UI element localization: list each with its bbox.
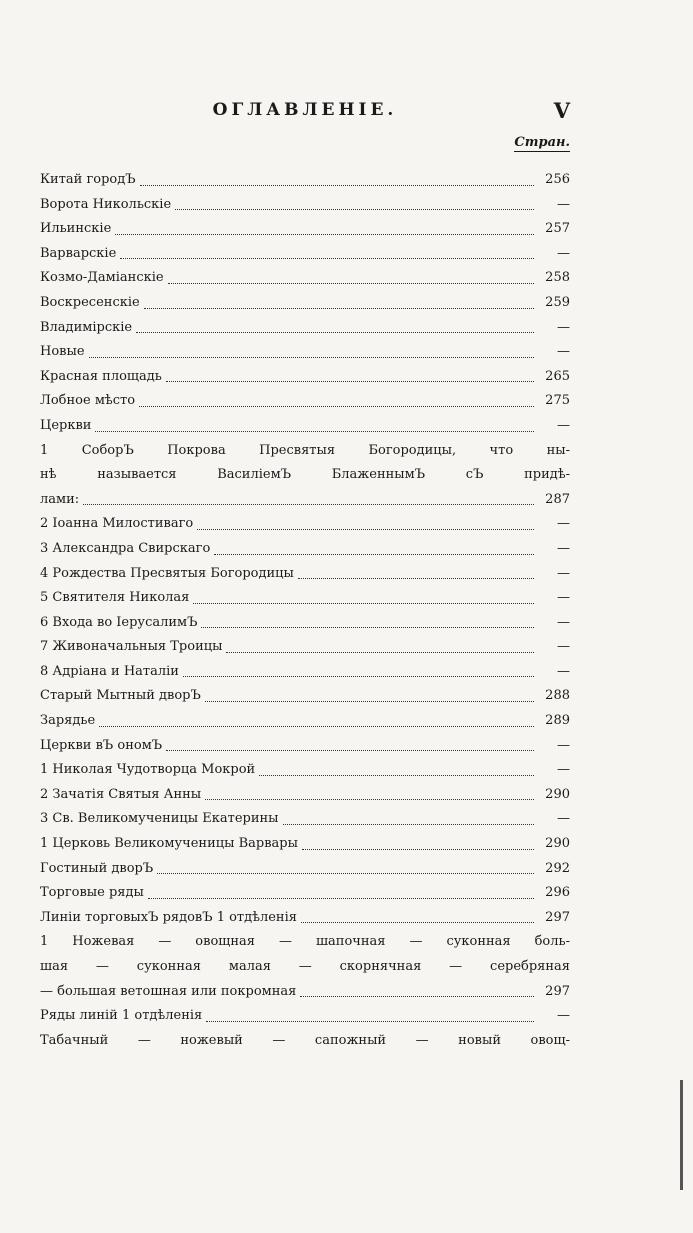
toc-entry-page: 256 xyxy=(545,172,570,187)
toc-entry-page: — xyxy=(557,590,570,606)
toc-entry-page: — xyxy=(557,344,570,360)
toc-entry-page: — xyxy=(557,663,570,679)
table-of-contents xyxy=(40,168,570,1053)
toc-entry-page: 290 xyxy=(545,836,570,852)
dot-leader xyxy=(148,898,534,899)
toc-entry-label: Линіи торговыхЪ рядовЪ 1 отдѣленія xyxy=(40,909,297,925)
toc-entry-label: 1 Церковь Великомученицы Варвары xyxy=(40,836,298,852)
toc-entry-page: 297 xyxy=(545,909,570,925)
toc-entry-label: Старый Мытный дворЪ xyxy=(40,688,201,704)
dot-leader xyxy=(168,283,534,284)
toc-entry-page: — xyxy=(557,811,570,827)
toc-entry xyxy=(40,783,570,808)
toc-entry xyxy=(40,340,570,365)
toc-entry-label: 4 Рождества Пресвятыя Богородицы xyxy=(40,565,294,581)
toc-entry-page: 290 xyxy=(545,786,570,802)
dot-leader xyxy=(157,873,534,874)
toc-entry-page: 259 xyxy=(545,294,570,310)
toc-entry-label: 7 Живоначальныя Троицы xyxy=(40,639,223,655)
dot-leader xyxy=(201,627,534,628)
dot-leader xyxy=(99,726,534,727)
toc-entry-page: 258 xyxy=(545,270,570,286)
toc-entry xyxy=(40,1004,570,1029)
toc-entry xyxy=(40,684,570,709)
toc-entry xyxy=(40,635,570,660)
toc-entry-label: Владимірскіе xyxy=(40,319,133,335)
toc-entry xyxy=(40,512,570,537)
toc-entry xyxy=(40,291,570,316)
toc-entry-label: Гостиный дворЪ xyxy=(40,860,154,876)
toc-entry-page: 288 xyxy=(545,688,570,704)
toc-entry-page: 296 xyxy=(545,885,570,901)
toc-entry xyxy=(40,758,570,783)
toc-entry-page: 257 xyxy=(545,221,570,237)
toc-entry xyxy=(40,586,570,611)
dot-leader xyxy=(120,258,534,259)
toc-entry-label: Ряды линій 1 отдѣленія xyxy=(40,1008,203,1024)
toc-continuation-line: 1 СоборЪ Покрова Пресвятыя Богородицы, что ны- xyxy=(40,442,570,458)
toc-entry-label: Зарядье xyxy=(40,713,96,729)
page-numeral: V xyxy=(553,98,570,123)
toc-entry-label: 1 Николая Чудотворца Мокрой xyxy=(40,762,256,778)
toc-entry xyxy=(40,832,570,857)
toc-entry-label: 2 Зачатія Святыя Анны xyxy=(40,786,202,802)
toc-entry-page: — xyxy=(557,614,570,630)
toc-entry xyxy=(40,217,570,242)
toc-entry-label: Торговые ряды xyxy=(40,885,144,901)
toc-entry xyxy=(40,611,570,636)
dot-leader xyxy=(183,676,534,677)
toc-entry-page: 265 xyxy=(545,368,570,384)
toc-entry xyxy=(40,734,570,759)
toc-entry-page: — xyxy=(557,196,570,212)
page-column-label: Стран. xyxy=(514,135,570,150)
dot-leader xyxy=(115,234,534,235)
toc-entry-page: 289 xyxy=(545,713,570,729)
toc-entry-page: — xyxy=(557,516,570,532)
dot-leader xyxy=(193,603,534,604)
toc-entry-page: — xyxy=(557,565,570,581)
toc-entry xyxy=(40,242,570,267)
toc-entry-page: — xyxy=(557,1008,570,1024)
toc-entry-page: — xyxy=(557,540,570,556)
toc-entry-label: 8 Адріана и Наталіи xyxy=(40,663,179,679)
toc-continuation-line: Табачный — ножевый — сапожный — новый овощ- xyxy=(40,1032,570,1048)
toc-entry-page: 297 xyxy=(545,983,570,999)
page-header xyxy=(40,100,570,132)
toc-entry xyxy=(40,316,570,341)
toc-entry-label: Козмо-Даміанскіе xyxy=(40,270,164,286)
toc-entry xyxy=(40,193,570,218)
dot-leader xyxy=(205,799,534,800)
toc-continuation-line: 1 Ножевая — овощная — шапочная — суконная боль- xyxy=(40,934,570,950)
toc-entry-page: — xyxy=(557,245,570,261)
toc-entry-page: — xyxy=(557,737,570,753)
dot-leader xyxy=(259,775,534,776)
toc-entry xyxy=(40,709,570,734)
dot-leader xyxy=(139,406,534,407)
dot-leader xyxy=(300,996,534,997)
toc-entry-page: — xyxy=(557,319,570,335)
dot-leader xyxy=(95,431,534,432)
toc-entry-label: — большая ветошная или покромная xyxy=(40,983,297,999)
toc-entry-page: 292 xyxy=(545,860,570,876)
toc-entry-label: Ильинскіе xyxy=(40,221,112,237)
dot-leader xyxy=(214,554,534,555)
toc-entry xyxy=(40,562,570,587)
toc-entry-page: 275 xyxy=(545,393,570,409)
toc-entry-label: 6 Входа во ІерусалимЪ xyxy=(40,614,198,630)
toc-entry-page: — xyxy=(557,639,570,655)
dot-leader xyxy=(206,1021,534,1022)
toc-entry xyxy=(40,266,570,291)
toc-entry xyxy=(40,906,570,931)
toc-entry xyxy=(40,389,570,414)
page-title: ОГЛАВЛЕНІЕ. xyxy=(212,100,398,120)
dot-leader xyxy=(166,750,534,751)
toc-entry xyxy=(40,488,570,513)
dot-leader xyxy=(226,652,534,653)
toc-entry-label: Церкви вЪ ономЪ xyxy=(40,737,163,753)
toc-continuation-line: нѣ называется ВасиліемЪ БлаженнымЪ сЪ придѣ- xyxy=(40,467,570,483)
toc-entry xyxy=(40,980,570,1005)
toc-entry-label: Новые xyxy=(40,344,85,360)
dot-leader xyxy=(140,185,534,186)
dot-leader xyxy=(197,529,534,530)
toc-entry-page: — xyxy=(557,417,570,433)
toc-continuation-line: шая — суконная малая — скорнячная — серебряная xyxy=(40,959,570,974)
toc-entry-label: 5 Святителя Николая xyxy=(40,590,190,606)
dot-leader xyxy=(298,578,534,579)
toc-entry-label: Варварскіе xyxy=(40,245,117,261)
toc-entry-page: — xyxy=(557,762,570,778)
toc-entry-page: 287 xyxy=(545,491,570,507)
toc-entry xyxy=(40,414,570,439)
toc-entry-label: Воскресенскіе xyxy=(40,294,140,310)
toc-entry-label: Церкви xyxy=(40,417,92,433)
toc-entry xyxy=(40,365,570,390)
dot-leader xyxy=(301,922,534,923)
toc-entry xyxy=(40,881,570,906)
dot-leader xyxy=(136,332,534,333)
toc-entry xyxy=(40,537,570,562)
dot-leader xyxy=(83,504,534,505)
toc-entry-label: Красная площадь xyxy=(40,368,162,384)
dot-leader xyxy=(144,308,534,309)
toc-entry-label: лами: xyxy=(40,491,80,507)
toc-entry-label: Лобное мѣсто xyxy=(40,393,136,409)
toc-entry xyxy=(40,807,570,832)
toc-entry xyxy=(40,168,570,193)
dot-leader xyxy=(89,357,534,358)
scan-edge-mark xyxy=(680,1080,683,1190)
toc-entry-label: 3 Св. Великомученицы Екатерины xyxy=(40,811,279,827)
dot-leader xyxy=(175,209,534,210)
dot-leader xyxy=(205,701,534,702)
dot-leader xyxy=(302,849,534,850)
toc-entry-label: 2 Іоанна Милостиваго xyxy=(40,516,194,532)
toc-entry-label: Ворота Никольскіе xyxy=(40,196,172,212)
toc-entry xyxy=(40,857,570,882)
dot-leader xyxy=(166,381,534,382)
dot-leader xyxy=(283,824,534,825)
toc-entry-label: Китай городЪ xyxy=(40,172,136,187)
toc-entry-label: 3 Александра Свирскаго xyxy=(40,540,211,556)
toc-entry xyxy=(40,660,570,685)
